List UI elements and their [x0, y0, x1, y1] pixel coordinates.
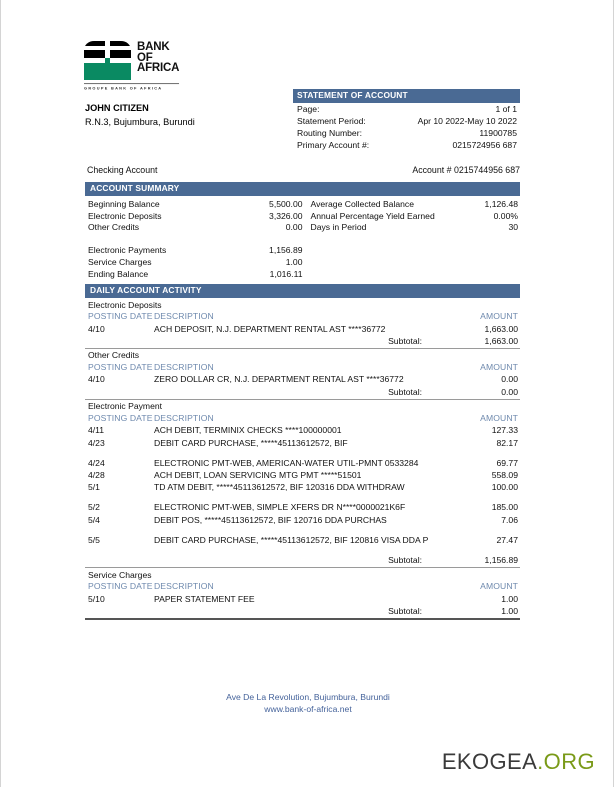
transaction-amount: 1.00	[501, 593, 518, 604]
transaction-date: 5/10	[88, 593, 105, 604]
statement-row-primary-account-label: Primary Account #:	[297, 140, 370, 151]
activity-group-other-credits	[85, 349, 520, 400]
group-title: Other Credits	[88, 350, 140, 361]
table-row	[85, 457, 520, 469]
customer-name: JOHN CITIZEN	[85, 103, 149, 113]
account-summary-right-column	[303, 199, 521, 280]
bank-name-line-1: BANK	[137, 41, 170, 53]
transaction-description: DEBIT CARD PURCHASE, *****45113612572, BIF	[154, 437, 348, 448]
group-column-headers	[85, 581, 520, 593]
statement-row-routing-label: Routing Number:	[297, 128, 362, 139]
transaction-description: PAPER STATEMENT FEE	[154, 593, 255, 604]
account-summary-title: ACCOUNT SUMMARY	[85, 182, 520, 196]
transaction-date: 5/2	[88, 502, 100, 513]
table-row	[85, 514, 520, 526]
statement-row-period	[293, 115, 520, 127]
summary-row-days-in-period	[303, 222, 521, 234]
summary-label: Ending Balance	[88, 268, 149, 279]
transaction-amount: 100.00	[491, 482, 518, 493]
group-title: Service Charges	[88, 569, 152, 580]
summary-label: Days in Period	[310, 222, 367, 233]
watermark-brand: EKOGEA	[441, 749, 538, 774]
transaction-description: ELECTRONIC PMT-WEB, AMERICAN-WATER UTIL-PMNT 0533284	[154, 457, 419, 468]
transaction-date: 4/11	[88, 425, 105, 436]
group-title: Electronic Payment	[88, 401, 163, 412]
summary-label: Other Credits	[88, 222, 140, 233]
group-subtotal	[85, 554, 520, 566]
subtotal-label: Subtotal:	[388, 335, 422, 346]
transaction-description: ZERO DOLLAR CR, N.J. DEPARTMENT RENTAL AST ****36772	[154, 374, 404, 385]
summary-row-service-charges	[85, 257, 303, 269]
column-header-posting-date: POSTING DATE	[88, 412, 153, 423]
transaction-amount: 1,663.00	[484, 323, 518, 334]
table-row	[85, 593, 520, 605]
transaction-date: 4/24	[88, 457, 105, 468]
summary-row-beginning-balance	[85, 199, 303, 211]
page-footer	[1, 691, 614, 715]
transaction-date: 4/23	[88, 437, 105, 448]
transaction-amount: 82.17	[496, 437, 518, 448]
summary-row-electronic-deposits	[85, 211, 303, 223]
statement-row-period-value: Apr 10 2022-May 10 2022	[417, 116, 517, 127]
statement-row-page-label: Page:	[297, 104, 320, 115]
summary-row-electronic-payments	[85, 245, 303, 257]
summary-label: Electronic Payments	[88, 245, 167, 256]
summary-value: 1,126.48	[484, 199, 518, 209]
column-header-description: DESCRIPTION	[154, 412, 214, 423]
group-column-headers	[85, 311, 520, 323]
summary-value: 0.00	[285, 222, 303, 233]
group-column-headers	[85, 413, 520, 425]
transaction-description: TD ATM DEBIT, *****45113612572, BIF 120316 DDA WITHDRAW	[154, 482, 405, 493]
transaction-description: ELECTRONIC PMT-WEB, SIMPLE XFERS DR N****0000021K6F	[154, 502, 406, 513]
footer-website: www.bank-of-africa.net	[264, 704, 352, 714]
activity-group-electronic-payment	[85, 400, 520, 568]
summary-spacer	[85, 234, 303, 246]
group-title: Electronic Deposits	[88, 299, 162, 310]
table-row	[85, 501, 520, 513]
column-header-amount: AMOUNT	[480, 311, 518, 321]
table-row	[85, 424, 520, 436]
group-column-headers	[85, 362, 520, 374]
summary-label: Average Collected Balance	[310, 199, 415, 209]
summary-label: Beginning Balance	[88, 199, 160, 209]
statement-row-period-label: Statement Period:	[297, 116, 366, 127]
statement-row-routing-value: 11900785	[479, 128, 517, 139]
transaction-date: 5/5	[88, 534, 100, 545]
account-summary-section	[85, 182, 520, 280]
transaction-amount: 27.47	[496, 534, 518, 545]
summary-row-other-credits	[85, 222, 303, 234]
summary-value: 1.00	[285, 256, 303, 267]
bank-of-africa-logo-icon	[84, 41, 131, 80]
group-subtotal	[85, 386, 520, 398]
column-header-amount: AMOUNT	[480, 581, 518, 592]
bank-name-line-3: AFRICA	[137, 62, 180, 74]
summary-row-average-collected-balance	[303, 199, 521, 211]
column-header-description: DESCRIPTION	[154, 311, 214, 321]
transaction-amount: 558.09	[491, 469, 518, 480]
subtotal-label: Subtotal:	[388, 554, 422, 565]
watermark-tld: .ORG	[537, 749, 595, 774]
group-subtotal	[85, 335, 520, 347]
table-row	[85, 481, 520, 493]
transaction-amount: 7.06	[501, 514, 518, 525]
table-row	[85, 373, 520, 385]
transaction-description: ACH DEPOSIT, N.J. DEPARTMENT RENTAL AST ****36772	[154, 323, 386, 334]
summary-label: Electronic Deposits	[88, 210, 162, 221]
column-header-posting-date: POSTING DATE	[88, 361, 153, 372]
summary-value: 1,156.89	[269, 245, 303, 256]
statement-row-routing	[293, 127, 520, 139]
statement-of-account-box	[293, 89, 520, 151]
statement-row-primary-account-value: 0215724956 687	[452, 140, 517, 151]
transaction-amount: 69.77	[496, 457, 518, 468]
account-header-line	[87, 165, 520, 175]
column-header-description: DESCRIPTION	[154, 361, 214, 372]
summary-value: 30	[508, 222, 518, 233]
transaction-date: 4/10	[88, 374, 105, 385]
transaction-date: 5/4	[88, 514, 100, 525]
daily-account-activity-section	[85, 284, 520, 620]
subtotal-value: 1,663.00	[484, 335, 518, 346]
summary-row-apy-earned	[303, 211, 521, 223]
table-row	[85, 437, 520, 449]
subtotal-value: 1.00	[501, 605, 518, 616]
transaction-date: 4/28	[88, 469, 105, 480]
statement-row-primary-account	[293, 139, 520, 151]
summary-value: 0.00%	[493, 210, 518, 221]
summary-value: 5,500.00	[269, 199, 303, 209]
activity-bottom-divider	[85, 618, 520, 620]
table-row	[85, 469, 520, 481]
daily-activity-title: DAILY ACCOUNT ACTIVITY	[85, 284, 520, 298]
subtotal-label: Subtotal:	[388, 386, 422, 397]
transaction-description: ACH DEBIT, LOAN SERVICING MTG PMT *****51501	[154, 469, 362, 480]
column-header-posting-date: POSTING DATE	[88, 311, 153, 321]
bank-name-line-2: OF	[137, 51, 153, 64]
account-summary-left-column	[85, 199, 303, 280]
column-header-description: DESCRIPTION	[154, 581, 214, 592]
transaction-amount: 0.00	[501, 374, 518, 385]
summary-value: 3,326.00	[269, 210, 303, 221]
column-header-amount: AMOUNT	[480, 412, 518, 423]
bank-name	[137, 41, 179, 74]
subtotal-value: 1,156.89	[484, 554, 518, 565]
activity-group-electronic-deposits	[85, 298, 520, 349]
bank-logo	[84, 41, 179, 80]
account-number: Account # 0215744956 687	[412, 165, 520, 175]
transaction-date: 5/1	[88, 482, 100, 493]
transaction-amount: 185.00	[491, 502, 518, 513]
subtotal-label: Subtotal:	[388, 605, 422, 616]
footer-address: Ave De La Revolution, Bujumbura, Burundi	[226, 692, 390, 702]
bank-tagline: GROUPE BANK OF AFRICA	[84, 83, 179, 91]
column-header-amount: AMOUNT	[480, 361, 518, 372]
group-subtotal	[85, 605, 520, 617]
activity-group-service-charges	[85, 568, 520, 620]
statement-row-page-value: 1 of 1	[495, 104, 517, 115]
customer-address: R.N.3, Bujumbura, Burundi	[85, 117, 195, 127]
transaction-description: DEBIT CARD PURCHASE, *****45113612572, BIF 120816 VISA DDA P	[154, 534, 429, 545]
transaction-date: 4/10	[88, 323, 105, 334]
statement-row-page	[293, 103, 520, 115]
transaction-description: DEBIT POS, *****45113612572, BIF 120716 DDA PURCHAS	[154, 514, 387, 525]
table-row	[85, 534, 520, 546]
account-summary-grid	[85, 196, 520, 280]
column-header-posting-date: POSTING DATE	[88, 581, 153, 592]
summary-label: Annual Percentage Yield Earned	[310, 210, 435, 221]
summary-row-ending-balance	[85, 269, 303, 281]
subtotal-value: 0.00	[501, 386, 518, 397]
summary-label: Service Charges	[88, 256, 152, 267]
account-type: Checking Account	[87, 165, 158, 175]
table-row	[85, 323, 520, 335]
transaction-amount: 127.33	[491, 425, 518, 436]
statement-box-title: STATEMENT OF ACCOUNT	[293, 89, 520, 103]
transaction-description: ACH DEBIT, TERMINIX CHECKS ****100000001	[154, 425, 342, 436]
ekogea-watermark	[442, 749, 595, 775]
summary-value: 1,016.11	[269, 268, 303, 279]
